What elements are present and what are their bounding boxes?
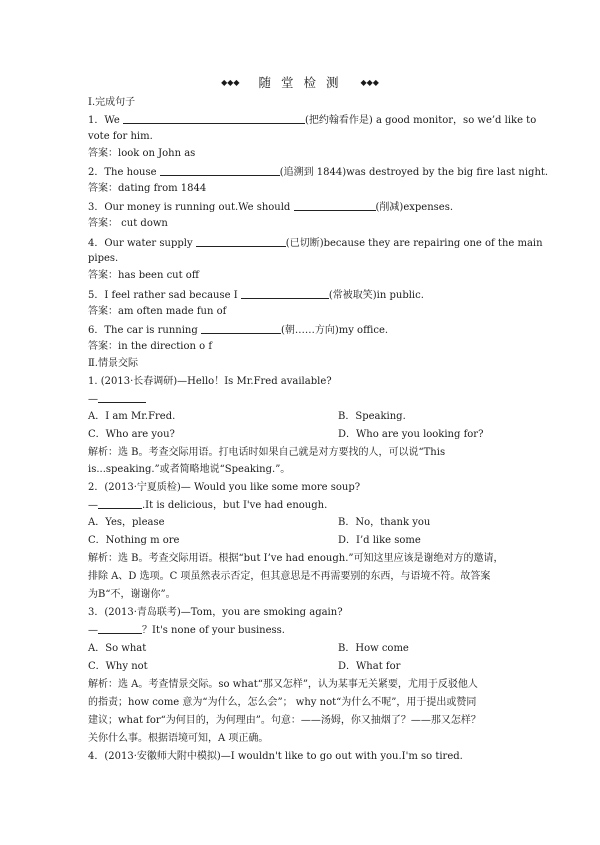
answer-blank bbox=[196, 237, 286, 247]
section-heading: Ⅰ.完成句子 bbox=[88, 97, 136, 108]
dash: — bbox=[88, 394, 98, 405]
option-c: C．Nothing m ore bbox=[88, 535, 180, 546]
explanation-line: 建议；what for“为何目的，为何理由”。句意：——汤姆，你又抽烟了？——那又怎样？ bbox=[88, 715, 481, 726]
question-line bbox=[88, 166, 548, 179]
option-row bbox=[88, 661, 401, 673]
answer-blank bbox=[201, 324, 281, 334]
explanation-line: 为B“不，谢谢你”。 bbox=[88, 589, 176, 600]
question-stem: 3．Our money is running out.We should bbox=[88, 202, 291, 213]
answer-blank bbox=[98, 499, 142, 509]
option-row bbox=[88, 411, 406, 423]
answer-line: 答案：has been cut off bbox=[88, 270, 199, 281]
question-hint: (把约翰看作是) bbox=[304, 115, 373, 126]
question-rest: in public. bbox=[376, 290, 424, 301]
question-hint: (削减) bbox=[375, 202, 404, 213]
question-line: 4．(2013·安徽师大附中模拟)—I wouldn't like to go out with you.I'm so tired. bbox=[88, 751, 463, 762]
question-stem: 1．We bbox=[88, 115, 120, 126]
option-d: D．Who are you looking for? bbox=[338, 429, 484, 440]
answer-blank-line bbox=[88, 393, 146, 406]
answer-blank bbox=[98, 624, 142, 634]
option-b: B．Speaking. bbox=[338, 411, 406, 422]
option-d: D．What for bbox=[338, 661, 401, 672]
question-line: vote for him. bbox=[88, 131, 153, 142]
question-rest: my office. bbox=[338, 325, 389, 336]
option-c: C．Who are you? bbox=[88, 429, 175, 440]
dash: — bbox=[88, 500, 98, 511]
option-row bbox=[88, 429, 484, 441]
page-header bbox=[0, 73, 600, 91]
question-rest: expenses. bbox=[403, 202, 454, 213]
dash: — bbox=[88, 625, 98, 636]
answer-line: 答案：look on John as bbox=[88, 148, 196, 159]
option-row bbox=[88, 535, 421, 547]
option-b: B．No，thank you bbox=[338, 517, 431, 528]
question-line bbox=[88, 324, 388, 337]
answer-blank-line bbox=[88, 624, 285, 637]
question-stem: 4．Our water supply bbox=[88, 238, 193, 249]
question-hint: (已切断) bbox=[285, 238, 324, 249]
question-rest: because they are repairing one of the main bbox=[323, 238, 543, 249]
answer-line: 答案： cut down bbox=[88, 218, 168, 229]
diamond-decoration-left: ◆◆◆ bbox=[221, 78, 240, 87]
option-row bbox=[88, 643, 409, 655]
question-line bbox=[88, 237, 543, 250]
question-line bbox=[88, 201, 453, 214]
question-line bbox=[88, 289, 424, 302]
section-heading: Ⅱ.情景交际 bbox=[88, 358, 138, 369]
question-stem: 6．The car is running bbox=[88, 325, 198, 336]
explanation-line: 解析：选 B。考查交际用语。根据“but I’ve had enough.”可知这里应该是谢绝对方的邀请， bbox=[88, 553, 504, 564]
option-a: A．Yes，please bbox=[88, 517, 165, 528]
question-rest: ？It's none of your business. bbox=[142, 625, 285, 636]
option-b: B．How come bbox=[338, 643, 409, 654]
option-a: A．So what bbox=[88, 643, 147, 654]
option-d: D．I’d like some bbox=[338, 535, 421, 546]
answer-blank bbox=[160, 166, 280, 176]
question-rest: a good monitor，so we’d like to bbox=[375, 115, 537, 126]
question-hint: (朝……方向) bbox=[280, 325, 339, 336]
question-rest: .It is delicious，but I've had enough. bbox=[142, 500, 328, 511]
question-rest: was destroyed by the big fire last night. bbox=[346, 167, 549, 178]
question-line: 2．(2013·宁夏质检)— Would you like some more soup? bbox=[88, 482, 361, 493]
explanation-line: 解析：选 B。考查交际用语。打电话时如果自己就是对方要找的人，可以说“This bbox=[88, 447, 446, 458]
explanation-line: 关你什么事。根据语境可知，A 项正确。 bbox=[88, 733, 269, 744]
answer-blank bbox=[98, 393, 146, 403]
question-line: 1. (2013·长春调研)—Hello！Is Mr.Fred available? bbox=[88, 376, 332, 387]
question-stem: 2．The house bbox=[88, 167, 157, 178]
question-stem: 5．I feel rather sad because I bbox=[88, 290, 238, 301]
option-a: A．I am Mr.Fred. bbox=[88, 411, 176, 422]
option-row bbox=[88, 517, 431, 529]
diamond-decoration-right: ◆◆◆ bbox=[360, 78, 379, 87]
question-hint: (常被取笑) bbox=[328, 290, 377, 301]
explanation-line: 的指责；how come 意为“为什么，怎么会”； why not“为什么不呢”，用于提出或赞同 bbox=[88, 697, 477, 708]
question-hint: (追溯到 1844) bbox=[279, 167, 347, 178]
explanation-line: 排除 A、D 选项。C 项虽然表示否定，但其意思是不再需要别的东西，与语境不符。故答案 bbox=[88, 571, 491, 582]
question-line: 3．(2013·青岛联考)—Tom，you are smoking again? bbox=[88, 607, 343, 618]
page-title: 随 堂 检 测 bbox=[258, 75, 342, 90]
question-line bbox=[88, 114, 536, 127]
option-c: C．Why not bbox=[88, 661, 148, 672]
answer-blank bbox=[241, 289, 329, 299]
answer-blank bbox=[294, 201, 376, 211]
explanation-line: 解析：选 A。考查情景交际。so what“那又怎样”，认为某事无关紧要，尤用于反驳他人 bbox=[88, 679, 478, 690]
answer-line: 答案：dating from 1844 bbox=[88, 183, 207, 194]
answer-blank-line bbox=[88, 499, 327, 512]
question-line: pipes. bbox=[88, 253, 119, 264]
answer-line: 答案：in the direction o f bbox=[88, 341, 213, 352]
answer-blank bbox=[123, 114, 305, 124]
explanation-line: is...speaking.”或者简略地说“Speaking.”。 bbox=[88, 464, 291, 475]
answer-line: 答案：am often made fun of bbox=[88, 306, 227, 317]
